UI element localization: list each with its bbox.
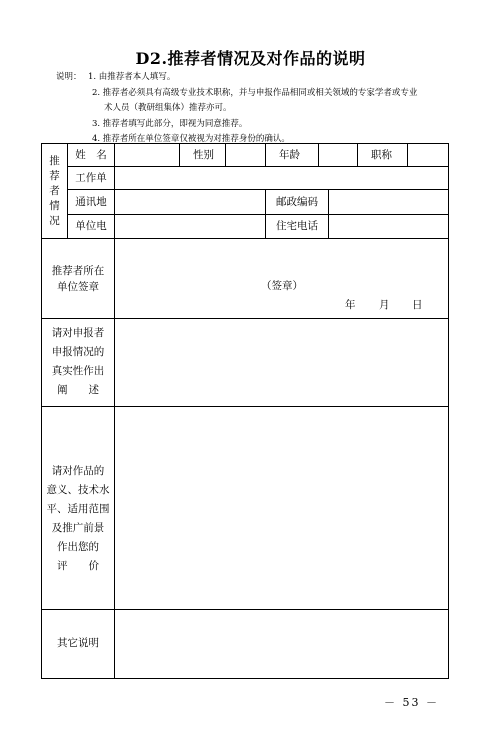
other-field[interactable]	[114, 609, 449, 679]
home-phone-label: 住宅电话	[276, 220, 318, 232]
address-field[interactable]	[114, 189, 266, 215]
seal-area[interactable]	[114, 238, 449, 319]
authenticity-label	[41, 324, 115, 400]
seal-label	[41, 263, 115, 295]
other-label: 其它说明	[57, 637, 99, 649]
workplace-field[interactable]	[114, 166, 449, 190]
label-char: 推	[49, 155, 60, 167]
seal-stamp-text: （签章）	[261, 280, 303, 292]
instruction-item: 2. 推荐者必须具有高级专业技术职称，并与申报作品相同或相关领域的专家学者或专业	[92, 87, 418, 98]
instructions-lead: 说明：	[56, 72, 82, 82]
label-line: 作出您的	[57, 541, 99, 553]
unit-phone-field[interactable]	[114, 214, 266, 239]
evaluation-field[interactable]	[114, 406, 449, 610]
label-line: 请对作品的	[51, 465, 105, 477]
label-char: 者	[49, 185, 60, 197]
gender-label: 性别	[193, 149, 214, 161]
unit-phone-label: 单位电	[75, 220, 107, 232]
postcode-label: 邮政编码	[276, 196, 318, 208]
label-char: 情	[49, 200, 60, 212]
gender-field[interactable]	[225, 143, 266, 167]
section-recommender-label	[41, 154, 68, 229]
address-label: 通讯地	[75, 196, 107, 208]
title-field[interactable]	[407, 143, 449, 167]
label-line: 真实性作出	[51, 365, 105, 377]
instruction-item: 4. 推荐者所在单位签章仅被视为对推荐身份的确认。	[92, 134, 290, 144]
label-char: 荐	[49, 170, 60, 182]
seal-label-line: 单位签章	[57, 281, 99, 293]
title-label: 职称	[371, 149, 392, 161]
home-phone-field[interactable]	[328, 214, 449, 239]
authenticity-field[interactable]	[114, 318, 449, 407]
instructions	[56, 70, 456, 148]
instruction-item: 1. 由推荐者本人填写。	[88, 72, 176, 82]
label-line: 评 价	[57, 560, 99, 572]
instruction-item-continued: 术人员（教研组集体）推荐亦可。	[104, 103, 232, 113]
age-field[interactable]	[318, 143, 358, 167]
instruction-item: 3. 推荐者填写此部分，即视为同意推荐。	[92, 118, 248, 129]
name-field[interactable]	[114, 143, 180, 167]
label-line: 请对申报者	[51, 327, 105, 339]
label-line: 阐 述	[57, 384, 99, 396]
seal-date-year: 年	[345, 299, 356, 311]
label-char: 况	[49, 215, 60, 227]
seal-date-month: 月	[379, 299, 390, 311]
page-title: D2.推荐者情况及对作品的说明	[135, 49, 366, 68]
page-number: － 53 －	[384, 696, 439, 709]
label-line: 意义、技术水	[46, 484, 110, 496]
label-line: 及推广前景	[51, 522, 105, 534]
seal-date-day: 日	[412, 299, 423, 311]
postcode-field[interactable]	[328, 189, 449, 215]
name-label: 姓 名	[75, 149, 107, 161]
workplace-label: 工作单	[75, 172, 107, 184]
label-line: 平、适用范围	[46, 503, 110, 515]
seal-label-line: 推荐者所在	[51, 265, 105, 277]
age-label: 年龄	[279, 149, 300, 161]
label-line: 申报情况的	[51, 346, 105, 358]
evaluation-label	[41, 462, 115, 576]
